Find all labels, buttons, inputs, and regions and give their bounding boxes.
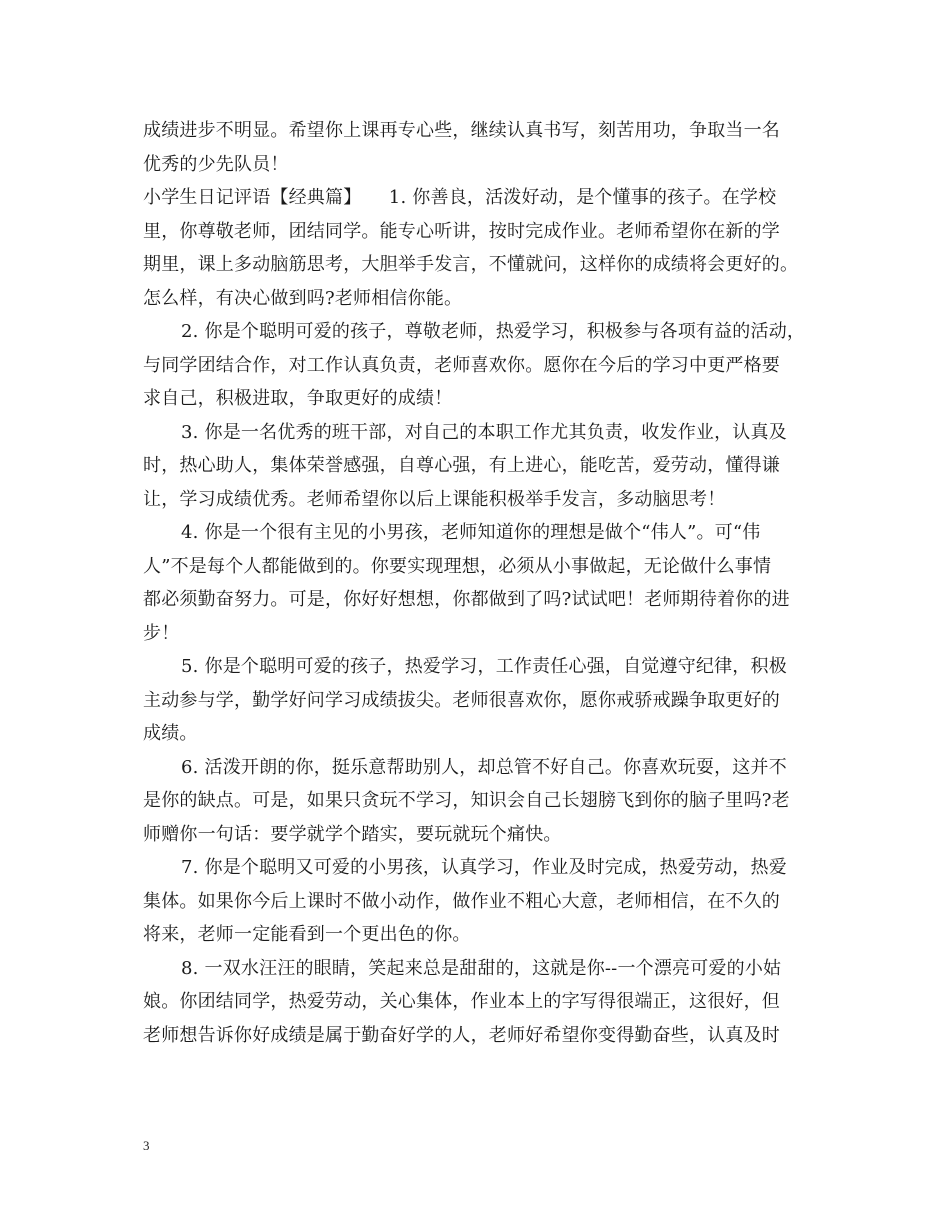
text-line: 主动参与学，勤学好问学习成绩拔尖。老师很喜欢你，愿你戒骄戒躁争取更好的	[143, 689, 780, 711]
text-line: 6. 活泼开朗的你，挺乐意帮助别人，却总管不好自己。你喜欢玩耍，这并不	[181, 756, 787, 778]
text-line: 优秀的少先队员！	[143, 153, 289, 175]
text-line: 时，热心助人，集体荣誉感强，自尊心强，有上进心，能吃苦，爱劳动，懂得谦	[143, 455, 780, 476]
text-line: 4. 你是一个很有主见的小男孩，老师知道你的理想是做个“伟人”。可“伟	[181, 522, 761, 543]
text-line: 小学生日记评语【经典篇】 1. 你善良，活泼好动，是个懂事的孩子。在学校	[143, 187, 777, 208]
text-line: 人”不是每个人都能做到的。你要实现理想，必须从小事做起，无论做什么事情	[143, 555, 772, 577]
text-line: 老师想告诉你好成绩是属于勤奋好学的人，老师好希望你变得勤奋些，认真及时	[143, 1024, 780, 1046]
document-body	[143, 114, 811, 1052]
text-line: 成绩。	[143, 723, 198, 744]
text-line: 集体。如果你今后上课时不做小动作，做作业不粗心大意，老师相信，在不久的	[143, 890, 780, 912]
text-line: 师赠你一句话：要学就学个踏实，要玩就玩个痛快。	[143, 823, 562, 845]
text-line: 5. 你是个聪明可爱的孩子，热爱学习，工作责任心强，自觉遵守纪律，积极	[181, 656, 787, 677]
text-line: 7. 你是个聪明又可爱的小男孩，认真学习，作业及时完成，热爱劳动，热爱	[181, 857, 787, 878]
text-line: 里，你尊敬老师，团结同学。能专心听讲，按时完成作业。老师希望你在新的学	[143, 220, 780, 242]
text-line: 都必须勤奋努力。可是，你好好想想，你都做到了吗?试试吧！老师期待着你的进	[143, 589, 790, 610]
text-line: 期里，课上多动脑筋思考，大胆举手发言，不懂就问，这样你的成绩将会更好的。	[143, 254, 799, 275]
text-line: 2. 你是个聪明可爱的孩子，尊敬老师，热爱学习，积极参与各项有益的活动，	[181, 321, 806, 342]
text-line: 步！	[143, 622, 180, 644]
text-line: 让，学习成绩优秀。老师希望你以后上课能积极举手发言，多动脑思考！	[143, 488, 726, 510]
page-number: 3	[143, 1138, 150, 1153]
text-line: 3. 你是一名优秀的班干部，对自己的本职工作尤其负责，收发作业，认真及	[181, 421, 787, 443]
text-line: 将来，老师一定能看到一个更出色的你。	[143, 924, 471, 945]
text-line: 是你的缺点。可是，如果只贪玩不学习，知识会自己长翅膀飞到你的脑子里吗?老	[143, 790, 790, 811]
text-line: 求自己，积极进取，争取更好的成绩！	[143, 388, 453, 409]
text-line: 与同学团结合作，对工作认真负责，老师喜欢你。愿你在今后的学习中更严格要	[143, 354, 780, 376]
text-line: 8. 一双水汪汪的眼睛，笑起来总是甜甜的，这就是你--一个漂亮可爱的小姑	[181, 957, 782, 979]
text-line: 成绩进步不明显。希望你上课再专心些，继续认真书写，刻苦用功，争取当一名	[143, 120, 780, 141]
text-line: 怎么样，有决心做到吗?老师相信你能。	[143, 287, 463, 309]
text-line: 娘。你团结同学，热爱劳动，关心集体，作业本上的字写得很端正，这很好，但	[143, 991, 780, 1012]
